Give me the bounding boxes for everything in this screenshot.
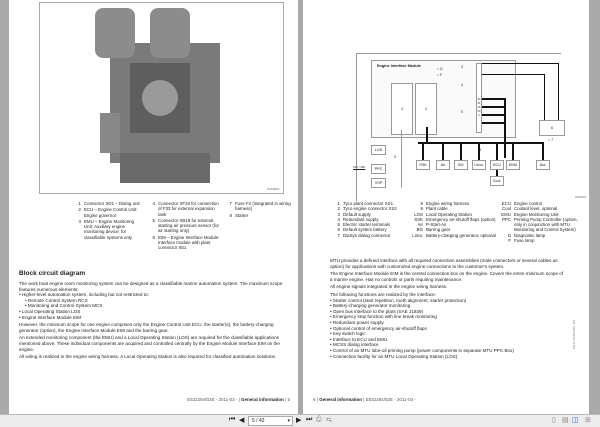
- bullet: • Control of an MTU lube-oil priming pump (power components in separate MTU PPC Box): [330, 348, 565, 354]
- lamp-f: ○ F: [437, 73, 443, 77]
- two-page-icon[interactable]: ◫: [572, 417, 579, 424]
- legend-col-3: [224, 201, 292, 219]
- legend-item: 4 Connector XF33 for connection of F33 for external expansion tank: [152, 201, 219, 217]
- bullet: • Redundant power supply: [330, 320, 565, 326]
- legend-item: 6 EIM – Engine Interface Module: Interface module with plant connector X51: [152, 234, 220, 251]
- legend-item: 8 Starter: [229, 212, 249, 218]
- legend-item: 1 Connector XD1 – Dialog unit: [78, 201, 140, 206]
- left-page: [9, 0, 298, 414]
- box-lima: Lima.: [472, 160, 486, 170]
- sub-bullet: • Remote Control System RCS: [19, 298, 289, 304]
- box-ppc: PPC: [371, 164, 386, 174]
- footer-page: 5: [287, 397, 290, 402]
- box-air: Air: [436, 160, 450, 170]
- paragraph: An extended monitoring component (the EMU) and a Local Operating Station (LOS) are required for the classifiable applications mentioned above. These individual components are acquired and controlled centrally by the Engine Module Interface EIM on the engine.: [19, 335, 280, 352]
- bullet: • Open bus interface to the plant (SAE J1939): [330, 309, 565, 315]
- legend-item: EMU Engine Monitoring Unit: [501, 211, 559, 217]
- label-9: 9: [394, 155, 396, 159]
- legend-item: 8 Engine wiring harness: [420, 201, 470, 206]
- box-emu: EMU: [506, 160, 520, 170]
- legend-item: 4 Redundant supply: [337, 216, 379, 222]
- bullet: • Interface to ECU and EMU: [330, 337, 565, 343]
- paragraph: However, the minimum scope for one engine comprises only the Engine Control Unit ECU, the starter(s), the battery-charging generator (option), the Engine Interface Module EIM and the barring gear.: [19, 322, 274, 333]
- legend-item: D Diagnostic lamp: [507, 232, 546, 238]
- bullet: • Battery-charging generator monitoring: [330, 303, 565, 309]
- legend-item: 3 EMU – Engine Monitoring Unit: Auxiliary engine monitoring device; for classifiable systems only: [78, 218, 135, 240]
- battery-6: 6: [539, 120, 565, 136]
- page-footer: 6 | General information | E532284/02E - 2011-03 -: [313, 397, 416, 402]
- bullet: • Engine Interface Module EIM: [19, 315, 289, 321]
- legend-item: Cool Coolant level, optional: [501, 206, 558, 212]
- box-act: Act.: [536, 160, 550, 170]
- legend-item: 2 ECU – Engine Control Unit: Engine governor: [78, 207, 138, 218]
- search-icon[interactable]: ⇆: [326, 417, 332, 424]
- legend-item: 7 DiaSys dialog connector: [337, 232, 391, 238]
- bullet: • Starter control (start repetition, tooth alignment, starter protection): [330, 298, 565, 304]
- footer-section: General information: [241, 397, 284, 402]
- lamp-d: ○ D: [437, 67, 443, 71]
- connector-2: 2: [415, 83, 437, 135]
- box-los: LOS: [371, 145, 386, 155]
- bullet: • Higher-level automation system, including but not restricted to:: [19, 292, 289, 298]
- legend-item: LOS Local Operating Station: [414, 211, 472, 217]
- bullet: • Connection facility for an MTU Local Operating Station (LOS): [330, 354, 565, 360]
- paragraph: All engine signals integrated in the engine wiring harness.: [330, 284, 448, 290]
- legend-item: 5 Connector XB19 for external starting air pressure sensor (for air starting only): [152, 217, 220, 234]
- page-footer: E532284/02E - 2011-03 - | General information | 5: [187, 397, 290, 402]
- bullet: • Emergency stop function with line break monitoring: [330, 314, 565, 320]
- legend-item: 9 Plant cable: [420, 206, 448, 212]
- legend-item: PPC Priming Pump Controller (option, only in conjunction with MTU Monitoring and Control System): [501, 216, 578, 233]
- box-cool: Cool.: [490, 176, 504, 186]
- bullet: • MCSS dialog interface: [330, 342, 565, 348]
- save-icon[interactable]: ⎙: [316, 416, 322, 423]
- right-page: [303, 0, 589, 414]
- paragraph: The Engine Interface Module EIM is the central connection box on the engine. Covers the entire minimum scope of a marine engine. Has no controls or parts requiring maintenance.: [330, 271, 564, 282]
- legend-item: BG Barring gear: [416, 227, 451, 233]
- legend-item: Lima. Battery-charging generator, optional: [412, 232, 496, 238]
- legend-item: 6 Default system battery: [337, 227, 387, 233]
- label-3: 3: [461, 65, 463, 69]
- paragraph: MTU provides a defined interface with all required connection assemblies (male connectors or several cables as option) for applications with customized engine connections to the customer's system.: [330, 258, 558, 269]
- diagram-title: Engine Interface Module: [377, 64, 421, 68]
- legend-item: 2 Tyco engine connector XS2: [337, 206, 397, 212]
- legend-item: F Fuse lamp: [508, 238, 535, 244]
- image-id: 0160003: [267, 187, 279, 191]
- section-heading: Block circuit diagram: [19, 270, 86, 277]
- label-5: 5: [461, 110, 463, 114]
- two-page-continuous-icon[interactable]: ⊞: [585, 417, 591, 424]
- paragraph: The work boat engine room monitoring system can be designed as a classifiable marine automation system. The maximum scope features numerous elements:: [19, 281, 283, 292]
- continuous-icon[interactable]: ▤: [562, 417, 569, 424]
- body-text: [330, 258, 565, 359]
- body-text: [19, 281, 289, 360]
- terminal-strip: 30 31 15 50 C: [476, 63, 482, 133]
- block-circuit-diagram: [346, 50, 586, 199]
- box-vsp: VSP: [371, 178, 386, 188]
- voltage-label: 24V / 48V: [353, 165, 366, 169]
- legend-item: 5 Electric starter terminals: [337, 222, 391, 228]
- paragraph: The following functions are realized by the interface:: [330, 291, 436, 297]
- prev-page-icon[interactable]: ◀: [239, 417, 245, 424]
- sub-bullet: • Monitoring and Control System MCS: [19, 303, 289, 309]
- connector-1: 1: [391, 83, 413, 135]
- legend-col-1: [73, 201, 143, 241]
- footer-page: 6: [313, 397, 316, 402]
- legend-col-2: [147, 201, 223, 252]
- footer-section: General information: [319, 397, 362, 402]
- bullet: • Optional control of emergency air-shutoff flaps: [330, 326, 565, 332]
- next-page-icon[interactable]: ▶: [296, 417, 302, 424]
- page-number-field[interactable]: 5 / 42 ▾: [248, 416, 293, 426]
- legend-item: ECU Engine control: [501, 201, 543, 206]
- box-ssk: SSK: [416, 160, 430, 170]
- paragraph: All wiring is realized in the engine wiring harness. A Local Operating Station is also required for classified automation solutions.: [19, 354, 277, 360]
- viewer-toolbar: [0, 414, 600, 427]
- bullet: • Key switch logic: [330, 331, 565, 337]
- label-4: 4: [461, 83, 463, 87]
- box-bg: BG: [454, 160, 468, 170]
- side-code: TIM-ID: 0000000366 - 004: [573, 320, 576, 350]
- legend-item: 1 Tyco plant connector XS1: [337, 201, 394, 206]
- image-id: 0160004: [575, 195, 586, 199]
- label-7: ○ 7: [548, 138, 554, 142]
- legend-col-3: [499, 201, 584, 243]
- legend-col-1: [328, 201, 416, 238]
- engine-illustration: [39, 2, 284, 194]
- bullet: • Local Operating Station LOS: [19, 309, 289, 315]
- last-page-icon[interactable]: ⏭: [306, 416, 313, 423]
- footer-doc: E532284/02E - 2011-03 -: [187, 397, 238, 402]
- legend-item: 7 Fuse F2 (integrated in wiring harness): [229, 201, 291, 212]
- legend-item: SSK Emergency air-shutoff flaps (option): [414, 216, 496, 222]
- footer-doc: E532284/02E - 2011-03 -: [365, 397, 416, 402]
- legend-item: 3 Default supply: [337, 211, 371, 217]
- first-page-icon[interactable]: ⏮: [229, 416, 236, 423]
- single-page-icon[interactable]: ▯: [552, 417, 556, 424]
- box-ecu: ECU: [490, 160, 504, 170]
- legend-col-2: [411, 201, 499, 238]
- legend-item: Air P-Start-Air: [417, 222, 447, 228]
